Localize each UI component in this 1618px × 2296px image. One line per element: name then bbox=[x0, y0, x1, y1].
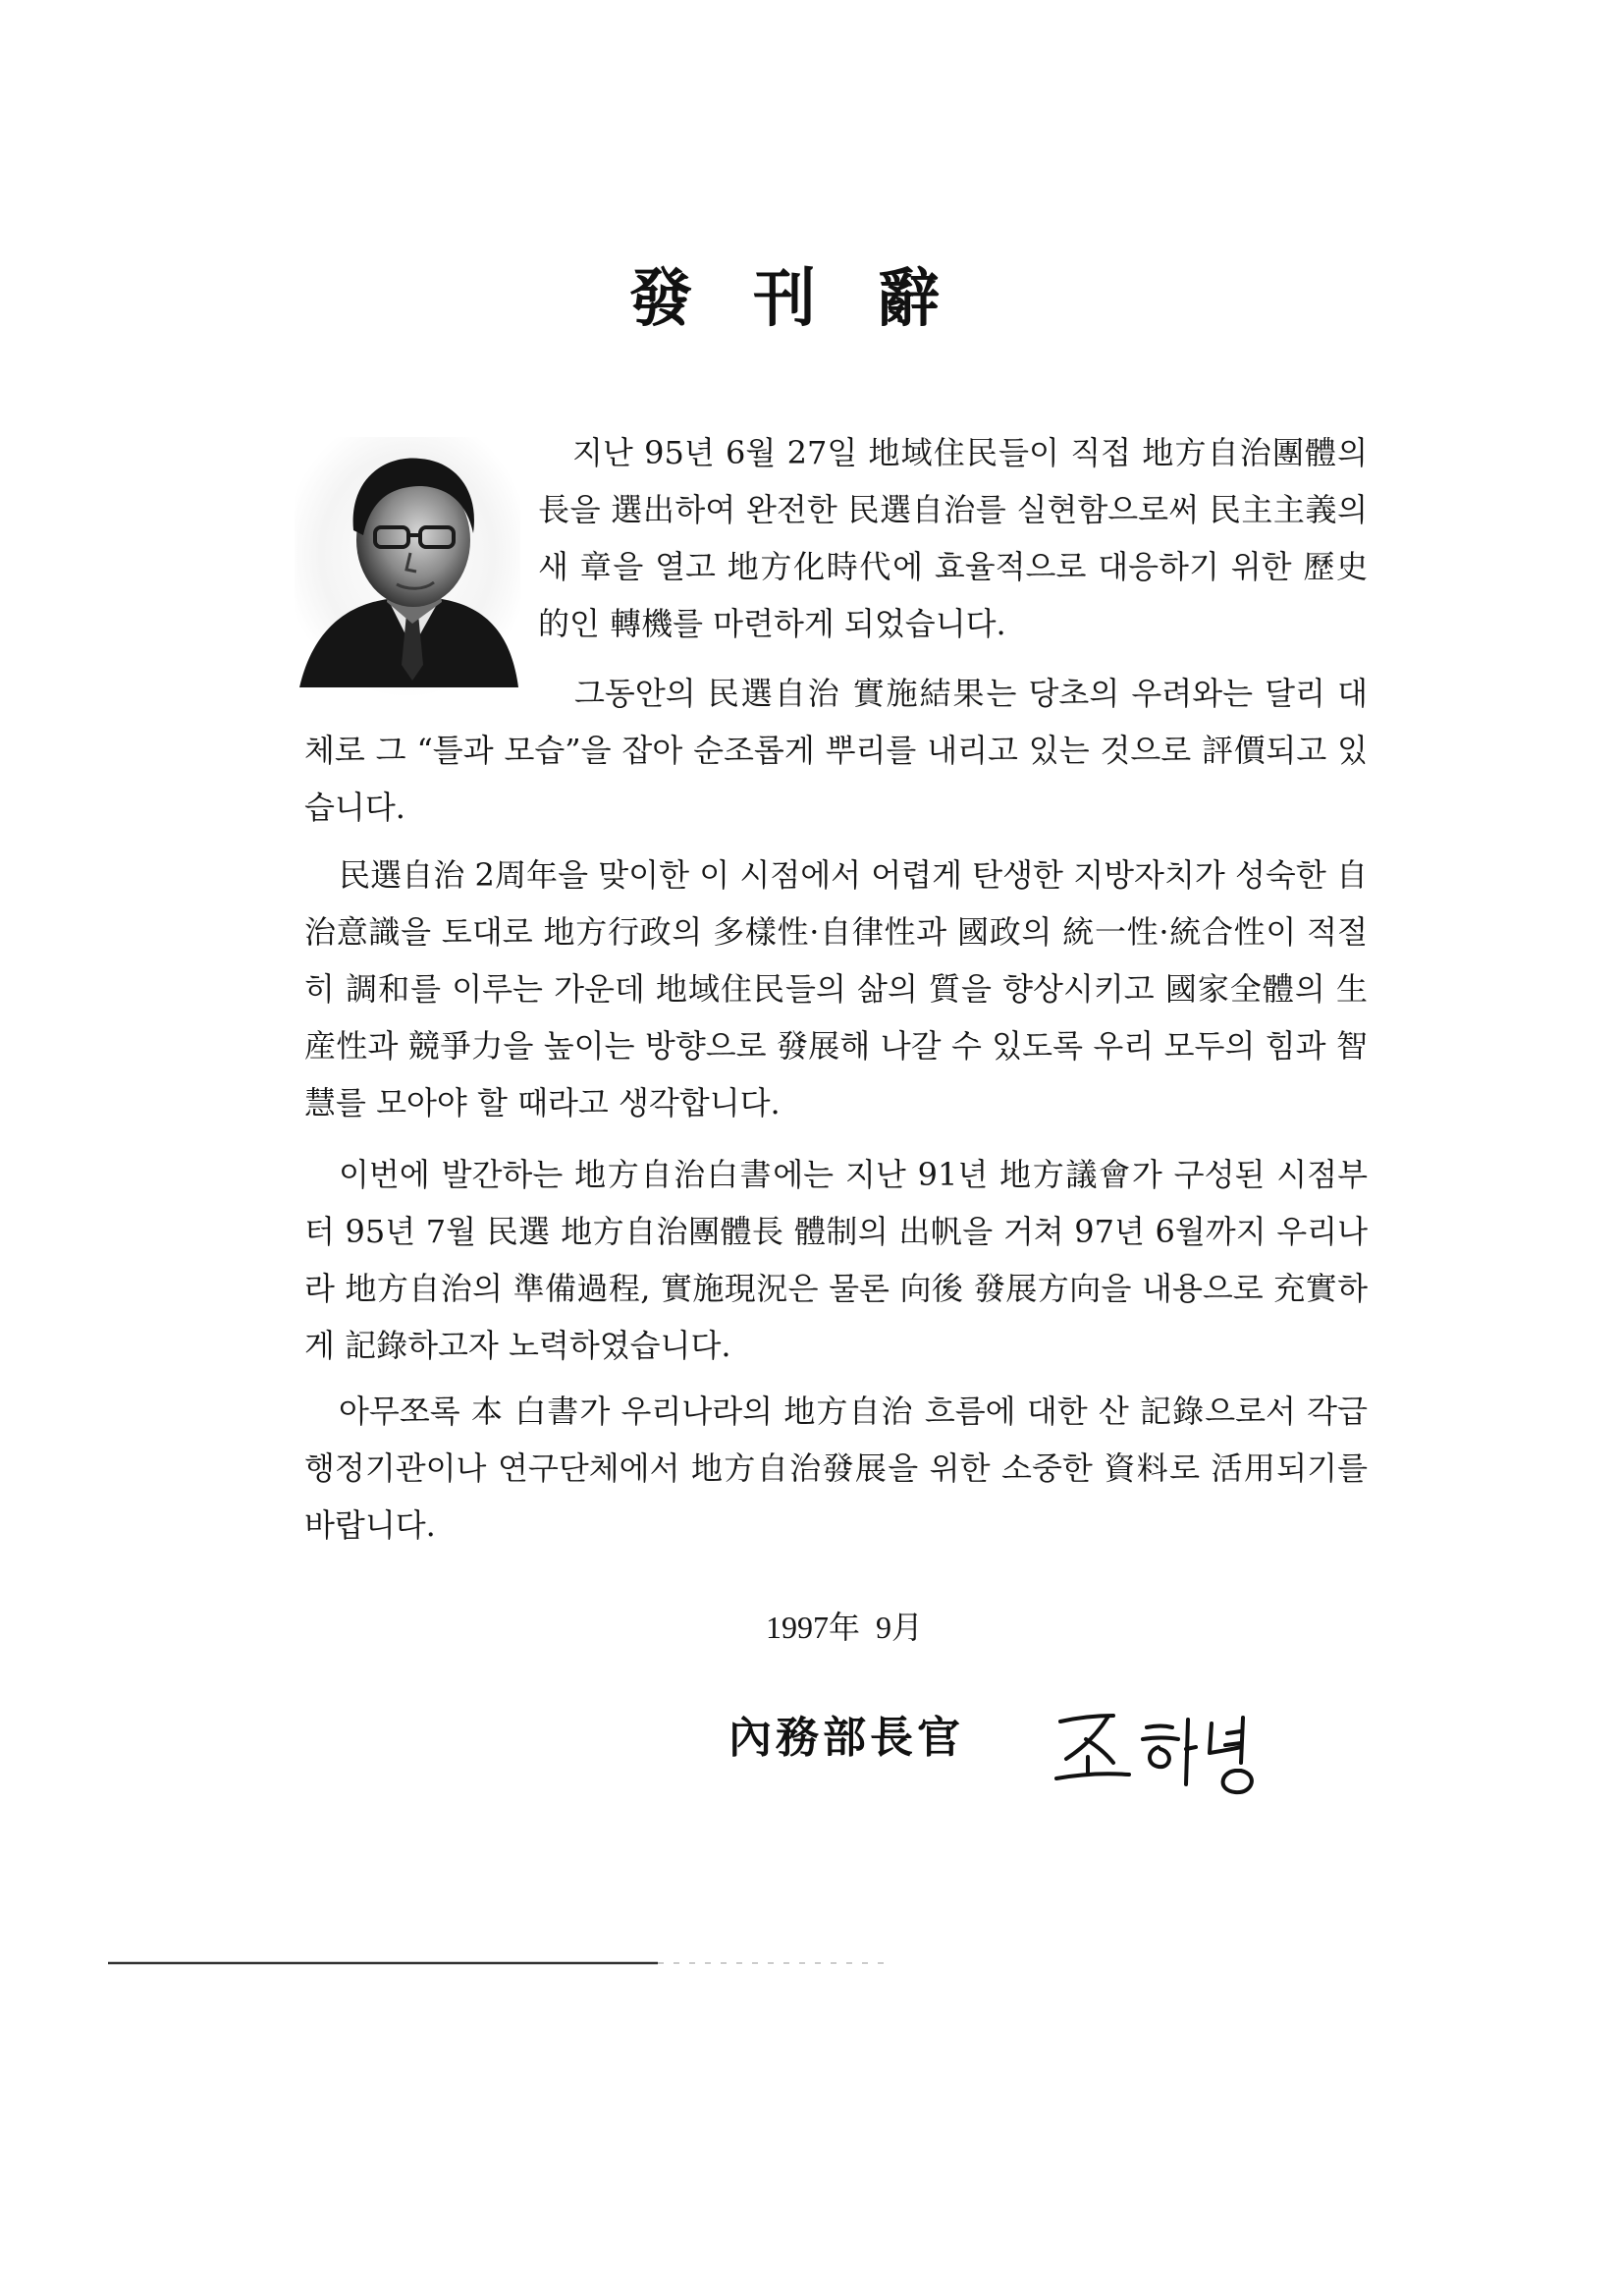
handwritten-signature bbox=[1049, 1694, 1304, 1802]
paragraph-4: 이번에 발간하는 地方自治白書에는 지난 91년 地方議會가 구성된 시점부터 95년 7월 民選 地方自治團體長 體制의 出帆을 거쳐 97년 6월까지 우리나라 地方自治의 準備過程, 實施現況은 물론 向後 發展方向을 내용으로 充實하게 記錄하고자 노력하였습니다. bbox=[304, 1156, 1368, 1364]
publication-date: 1997年 9月 bbox=[766, 1610, 924, 1645]
paragraph-3: 民選自治 2周年을 맞이한 이 시점에서 어렵게 탄생한 지방자치가 성숙한 自治意識을 토대로 地方行政의 多樣性·自律性과 國政의 統一性·統合性이 적절히 調和를 이루는 가운데 地域住民들의 삶의 質을 향상시키고 國家全體의 生産性과 競爭力을 높이는 방향으로 發展해 나갈 수 있도록 우리 모두의 힘과 智慧를 모아야 할 때라고 생각합니다. bbox=[304, 856, 1368, 1121]
divider-line bbox=[108, 1961, 884, 1965]
paragraph-2: 그동안의 民選自治 實施結果는 당초의 우려와는 달리 대체로 그 “틀과 모습”을 잡아 순조롭게 뿌리를 내리고 있는 것으로 評價되고 있습니다. bbox=[304, 675, 1368, 826]
author-portrait bbox=[295, 437, 520, 697]
paragraph-1: 지난 95년 6월 27일 地域住民들이 직접 地方自治團體의 長을 選出하여 완전한 民選自治를 실현함으로써 民主主義의 새 章을 열고 地方化時代에 효율적으로 대응하기 위한 歷史的인 轉機를 마련하게 되었습니다. bbox=[538, 434, 1368, 642]
paragraph-5: 아무쪼록 本 白書가 우리나라의 地方自治 흐름에 대한 산 記錄으로서 각급 행정기관이나 연구단체에서 地方自治發展을 위한 소중한 資料로 活用되기를 바랍니다. bbox=[304, 1393, 1368, 1544]
page-title: 發刊辭 bbox=[629, 262, 1000, 336]
signer-title: 內務部長官 bbox=[728, 1713, 964, 1763]
